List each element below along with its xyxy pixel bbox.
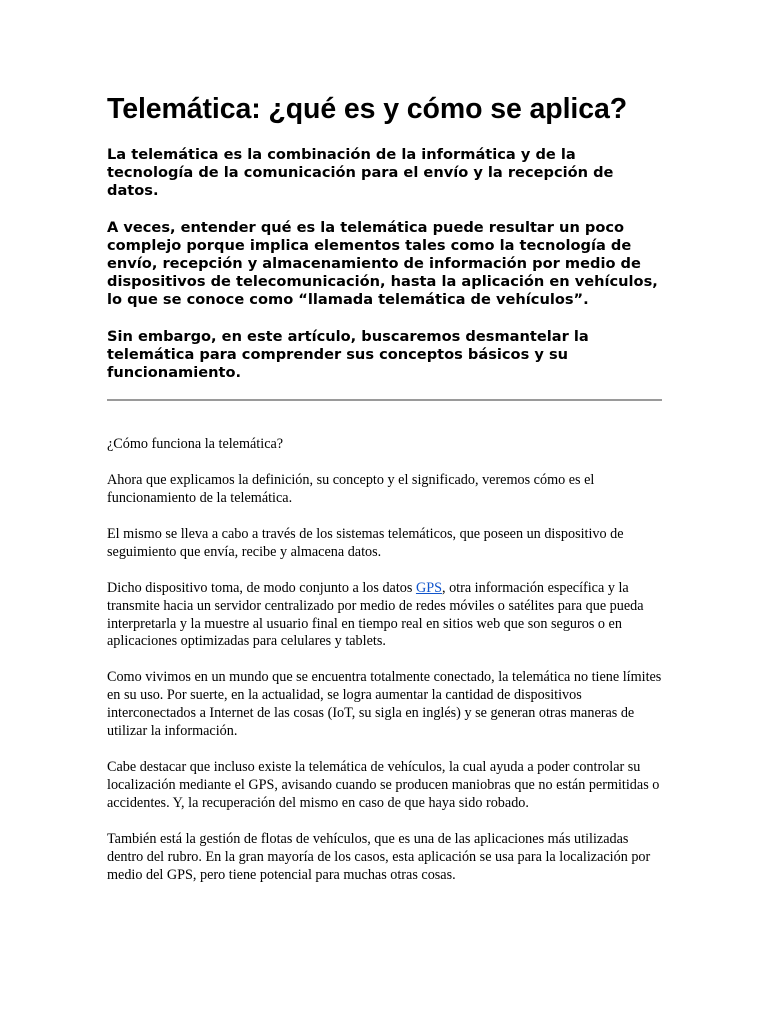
- body-paragraph-4: Como vivimos en un mundo que se encuentra totalmente conectado, la telemática no tiene límites en su uso. Por suerte, en la actualidad, se logra aumentar la cantidad de dispositivos interconectados a Internet de las cosas (IoT, su sigla en inglés) y se generan otras maneras de utilizar la información.: [107, 669, 662, 740]
- lead-paragraph-3: Sin embargo, en este artículo, buscaremos desmantelar la telemática para comprender sus conceptos básicos y su funcionamiento.: [107, 327, 589, 382]
- body-paragraph-1: Ahora que explicamos la definición, su concepto y el significado, veremos cómo es el funcionamiento de la telemática.: [107, 472, 595, 507]
- body-paragraph-2: El mismo se lleva a cabo a través de los sistemas telemáticos, que poseen un dispositivo de seguimiento que envía, recibe y almacena datos.: [107, 525, 624, 560]
- lead-paragraph-1: La telemática es la combinación de la informática y de la tecnología de la comunicación para el envío y la recepción de datos.: [107, 146, 614, 200]
- gps-link[interactable]: GPS: [415, 579, 442, 596]
- section-heading: ¿Cómo funciona la telemática?: [107, 436, 284, 453]
- body-paragraph-gps: [107, 580, 662, 652]
- horizontal-divider: [107, 399, 662, 401]
- gps-paragraph-end: , otra información específica y la transmite hacia un servidor centralizado por medio de redes móviles o satélites para que pueda interpretarla y la muestre al usuario final en tiempo real en sitios web que son seguros o en aplicaciones optimizadas para celulares y tablets.: [107, 579, 644, 650]
- gps-paragraph-start: Dicho dispositivo toma, de modo conjunto a los datos: [107, 579, 416, 596]
- page-title: Telemática: ¿qué es y cómo se aplica?: [107, 93, 628, 125]
- document-page: [107, 92, 662, 902]
- lead-section: [107, 146, 662, 382]
- article-body: [107, 436, 662, 884]
- body-paragraph-5: Cabe destacar que incluso existe la telemática de vehículos, la cual ayuda a poder controlar su localización mediante el GPS, avisando cuando se producen maniobras que no están permitidas o accidentes. Y, la recuperación del mismo en caso de que haya sido robado.: [107, 759, 660, 811]
- lead-paragraph-2: A veces, entender qué es la telemática puede resultar un poco complejo porque implica elementos tales como la tecnología de envío, recepción y almacenamiento de información por medio de dispositivos de telecomunicación, hasta la aplicación en vehículos, lo que se conoce como “llamada telemática de vehículos”.: [107, 218, 658, 309]
- body-paragraph-6: También está la gestión de flotas de vehículos, que es una de las aplicaciones más utilizadas dentro del rubro. En la gran mayoría de los casos, esta aplicación se usa para la localización por medio del GPS, pero tiene potencial para muchas otras cosas.: [107, 830, 651, 883]
